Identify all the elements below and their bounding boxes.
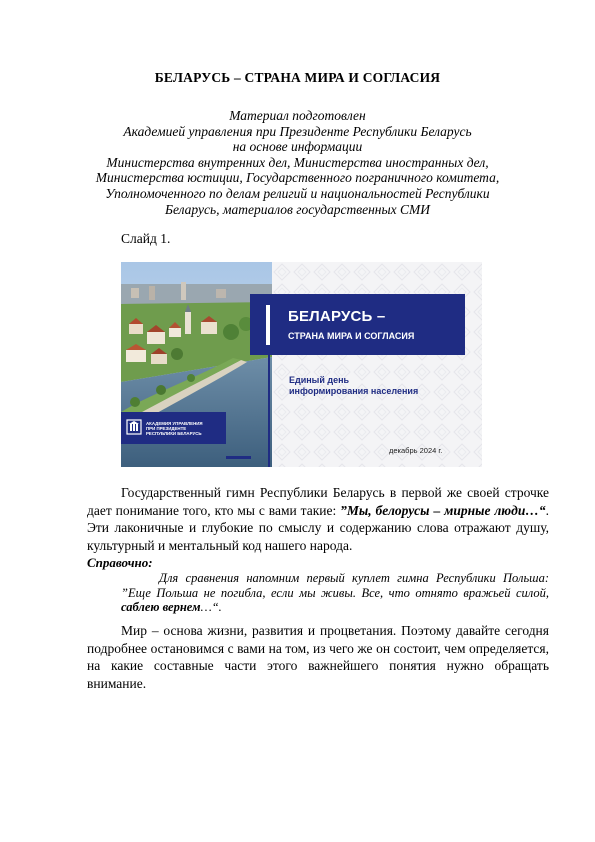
academy-logo xyxy=(121,412,226,444)
ornament-pattern xyxy=(272,262,482,467)
credits-line: Уполномоченного по делам религий и национальностей Республики xyxy=(105,185,490,201)
info-day-line: Единый день xyxy=(289,375,350,385)
credits-block xyxy=(60,108,535,217)
slide-date: декабрь 2024 г. xyxy=(389,446,443,455)
credits-line: Министерства внутренних дел, Министерства иностранных дел, xyxy=(106,154,489,170)
info-day-line: информирования населения xyxy=(289,386,419,396)
note-emphasis: саблею вернем xyxy=(121,600,201,614)
note-text: …“. xyxy=(200,600,222,614)
banner-title: БЕЛАРУСЬ – xyxy=(288,308,386,325)
slide-banner xyxy=(250,294,465,355)
academy-name-line: АКАДЕМИЯ УПРАВЛЕНИЯ xyxy=(146,421,203,426)
academy-name xyxy=(146,421,224,436)
anthem-quote: ”Мы, белорусы – мирные люди…“ xyxy=(340,502,546,518)
paragraph-anthem xyxy=(87,484,549,554)
credits-line: Министерства юстиции, Государственного пограничного комитета, xyxy=(95,170,500,186)
reference-heading: Справочно: xyxy=(87,555,153,570)
paragraph-text: Государственный гимн Республики Беларусь в первой же своей строчке дает понимание того, кто мы с вами такие: xyxy=(87,485,549,518)
credits-line: на основе информации xyxy=(232,139,363,155)
document-title: БЕЛАРУСЬ – СТРАНА МИРА И СОГЛАСИЯ xyxy=(154,70,441,85)
slide-label: Слайд 1. xyxy=(121,231,171,246)
credits-line: Материал подготовлен xyxy=(229,108,366,123)
academy-name-line: ПРИ ПРЕЗИДЕНТЕ xyxy=(146,426,187,431)
reference-note xyxy=(121,571,549,615)
slide-image xyxy=(121,262,482,467)
paragraph-text: . Эти лаконичные и глубокие по смыслу и содержанию слова отражают душу, культурный и ментальный код нашего народа. xyxy=(87,502,549,553)
academy-name-line: РЕСПУБЛИКИ БЕЛАРУСЬ xyxy=(146,431,202,436)
banner-subtitle: СТРАНА МИРА И СОГЛАСИЯ xyxy=(288,331,415,341)
credits-line: Академией управления при Президенте Республики Беларусь xyxy=(123,123,472,139)
info-day-caption xyxy=(289,375,459,397)
paragraph-peace: Мир – основа жизни, развития и процветания. Поэтому давайте сегодня подробнее остановимся с вами на том, из чего же он состоит, чем определяется, на какие составные части этого важнейшего понятия нужно обращать внимание. xyxy=(87,623,549,691)
banner-accent-bar xyxy=(266,305,270,345)
logo-strip xyxy=(226,456,251,459)
note-text: Для сравнения напомним первый куплет гимна Республики Польша: ”Еще Польша не погибла, если мы живы. Все, что отнято вражьей силой, xyxy=(121,571,549,600)
credits-line: Беларусь, материалов государственных СМИ xyxy=(165,201,430,217)
academy-emblem-icon xyxy=(126,419,142,435)
